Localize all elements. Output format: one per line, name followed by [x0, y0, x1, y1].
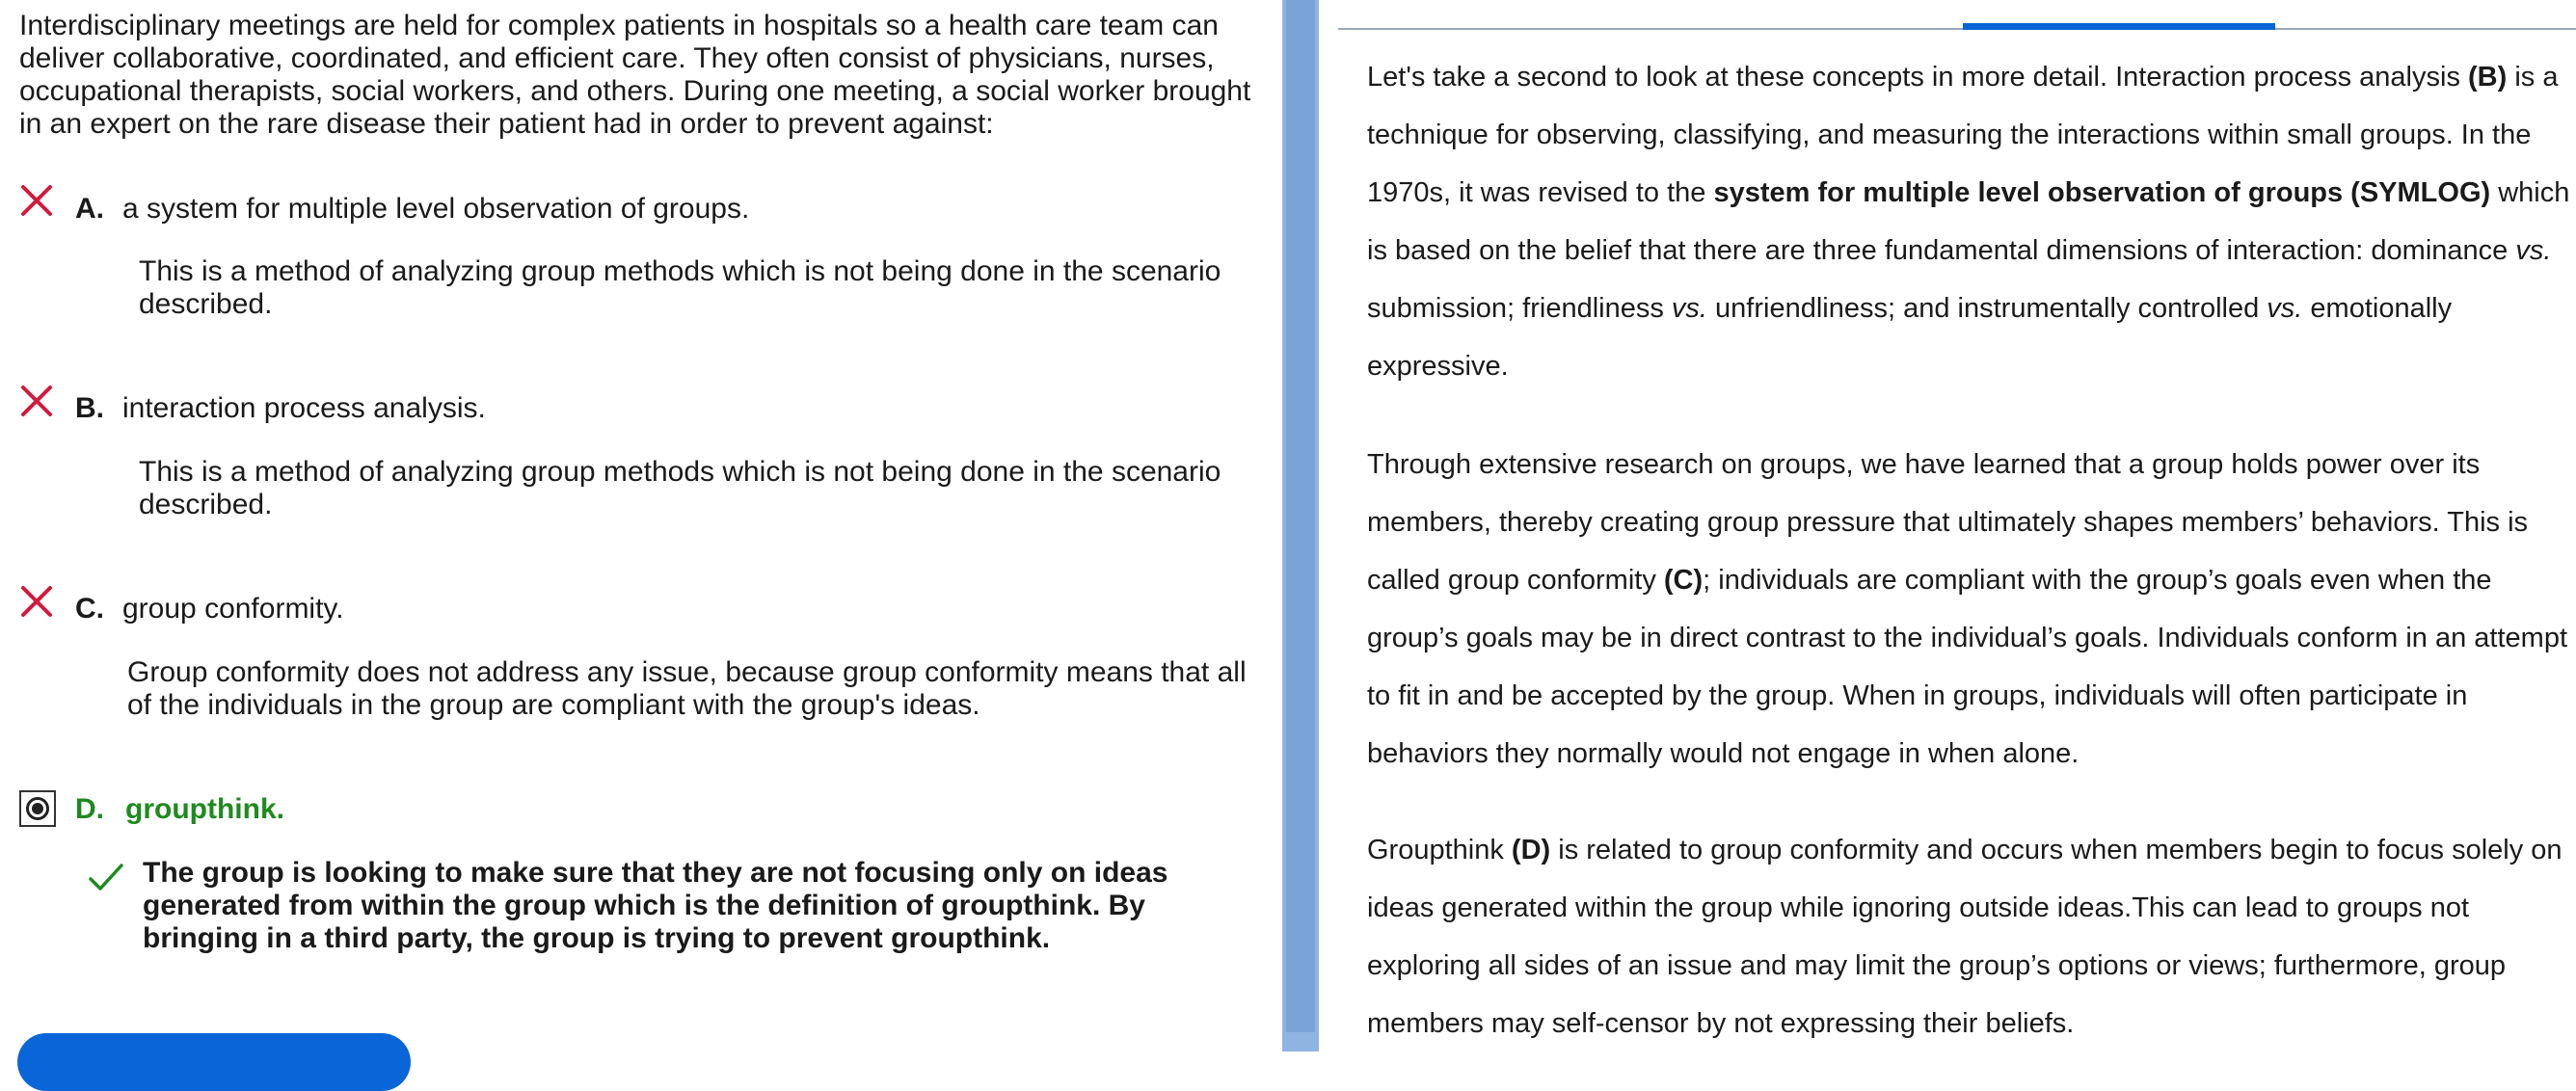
- x-mark-icon: [17, 582, 56, 621]
- option-b-text[interactable]: interaction process analysis.: [122, 392, 486, 424]
- radio-selected-icon[interactable]: [19, 790, 56, 827]
- option-a-text[interactable]: a system for multiple level observation of groups.: [122, 193, 750, 225]
- option-c-letter: C.: [75, 593, 104, 625]
- option-c-feedback: Group conformity does not address any issue, because group conformity means that all of the individuals in the group are compliant with the group's ideas.: [127, 656, 1247, 721]
- option-d-feedback: The group is looking to make sure that they are not focusing only on ideas generated from within the group which is the definition of groupthink. By bringing in a third party, the group is trying to prevent groupthink.: [143, 857, 1168, 954]
- option-d-text[interactable]: groupthink.: [125, 793, 284, 825]
- pane-divider-scrollbar[interactable]: [1282, 0, 1319, 1051]
- x-mark-icon: [17, 181, 56, 220]
- question-pane: [0, 0, 1282, 1051]
- explanation-paragraph-1: Let's take a second to look at these concepts in more detail. Interaction process analysis (B) is a technique for observing, classifying, and measuring the interactions within small groups. In the 1970s, it was revised to the system for multiple level observation of groups (SYMLOG) which is based on the belief that there are three fundamental dimensions of interaction: dominance vs. submission; friendliness vs. unfriendliness; and instrumentally controlled vs. emotionally expressive.: [1367, 62, 2570, 382]
- explanation-paragraph-2: Through extensive research on groups, we have learned that a group holds power over its members, thereby creating group pressure that ultimately shapes members’ behaviors. This is called group conformity (C); individuals are compliant with the group’s goals even when the group’s goals may be in direct contrast to the individual’s goals. Individuals conform in an attempt to fit in and be accepted by the group. When in groups, individuals will often participate in behaviors they normally would not engage in when alone.: [1367, 449, 2568, 769]
- x-mark-icon: [17, 382, 56, 420]
- continue-button[interactable]: [17, 1033, 411, 1091]
- option-b-feedback: This is a method of analyzing group methods which is not being done in the scenario described.: [139, 456, 1221, 520]
- option-c-text[interactable]: group conformity.: [122, 593, 344, 625]
- explanation-paragraph-3: Groupthink (D) is related to group conformity and occurs when members begin to focus solely on ideas generated within the group while ignoring outside ideas.This can lead to groups not exploring all sides of an issue and may limit the group’s options or views; furthermore, group members may self-censor by not expressing their beliefs.: [1367, 835, 2563, 1039]
- checkmark-icon: [87, 858, 125, 896]
- question-stem: Interdisciplinary meetings are held for complex patients in hospitals so a health care team can deliver collaborative, coordinated, and efficient care. They often consist of physicians, nurses, occupational therapists, social workers, and others. During one meeting, a social worker brought in an expert on the rare disease their patient had in order to prevent against:: [19, 10, 1251, 140]
- tab-bar: [1338, 28, 2576, 30]
- option-d-letter: D.: [75, 793, 104, 825]
- option-a-feedback: This is a method of analyzing group methods which is not being done in the scenario described.: [139, 255, 1221, 320]
- tab-active-indicator[interactable]: [1963, 23, 2275, 30]
- option-b-letter: B.: [75, 392, 104, 424]
- explanation-pane: [1319, 0, 2576, 1051]
- scrollbar-thumb[interactable]: [1286, 0, 1315, 1032]
- option-a-letter: A.: [75, 193, 104, 225]
